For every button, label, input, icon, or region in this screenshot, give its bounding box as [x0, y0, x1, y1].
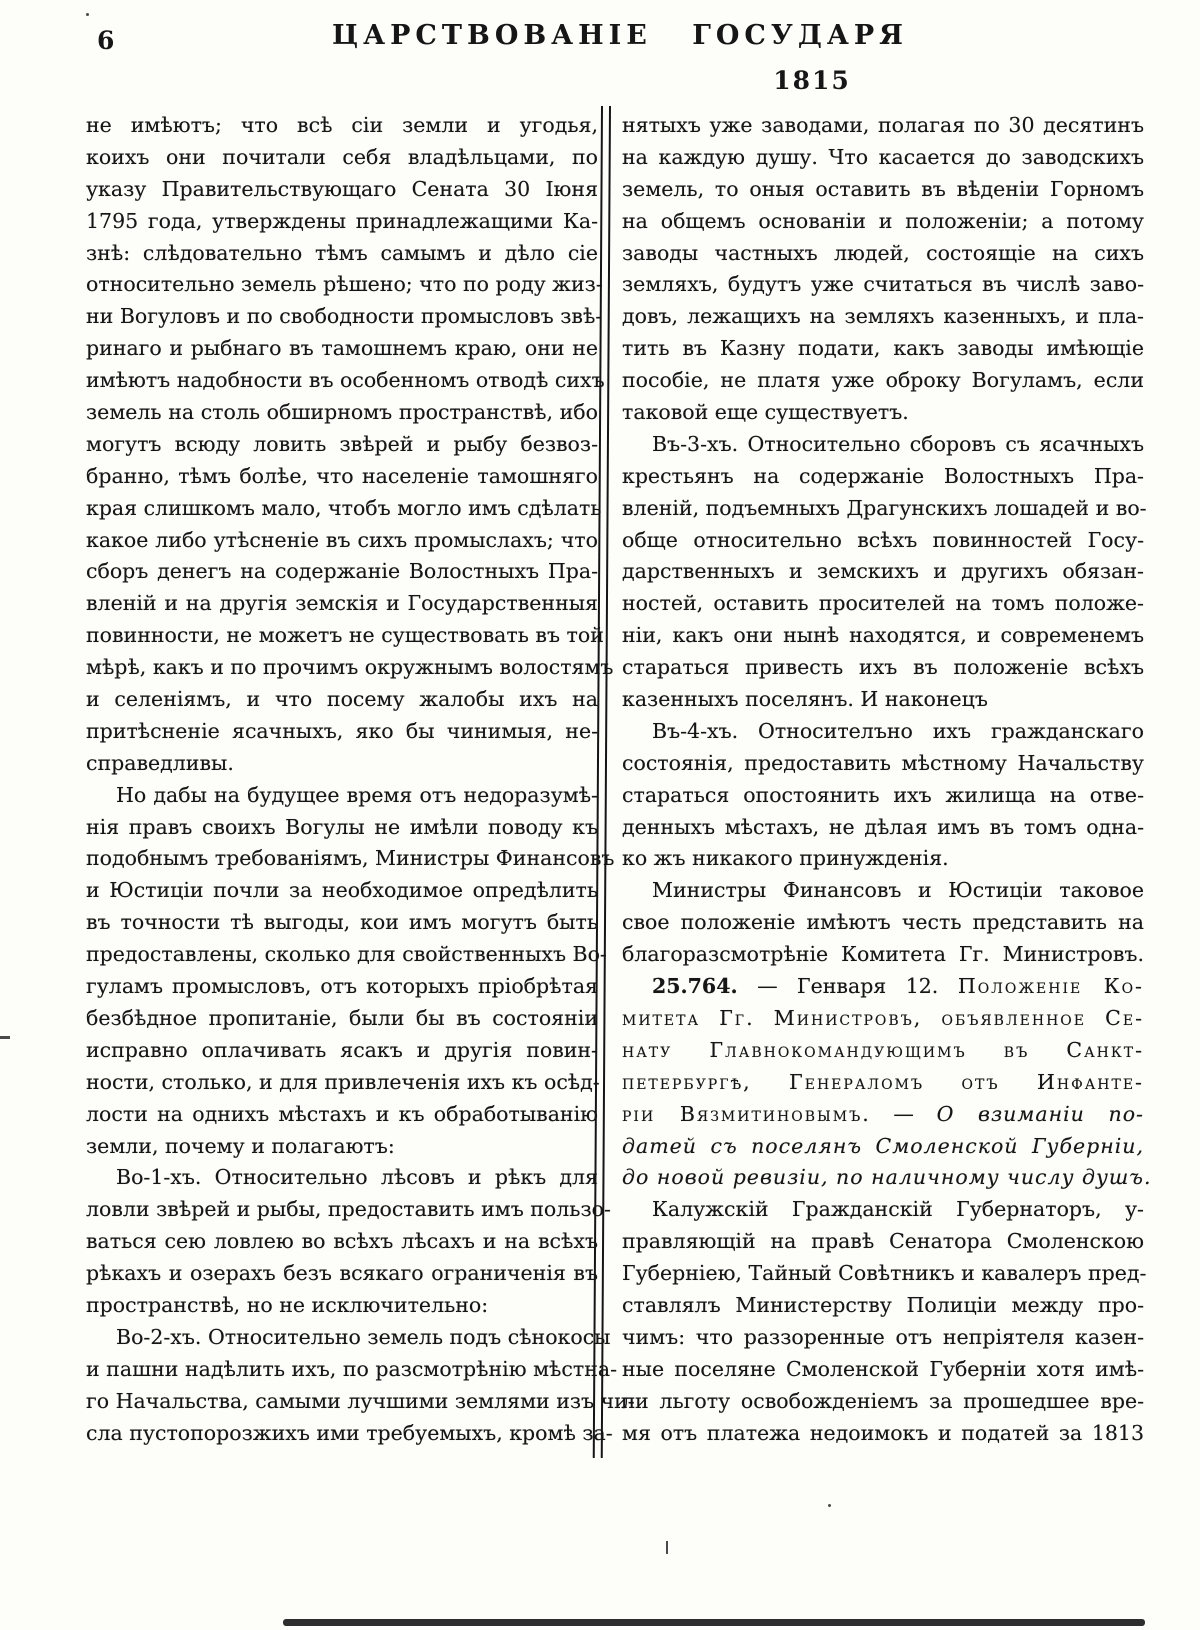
text-line: ніи, какъ они нынѣ находятся, и современемъ: [622, 623, 1144, 648]
text-segment-bold: 25.764.: [652, 974, 738, 999]
text-line: сла пустопорозжихъ ими требуемыхъ, кромѣ за-: [86, 1420, 613, 1445]
text-line: мя отъ платежа недоимокъ и податей за 1813: [622, 1420, 1144, 1445]
text-segment-caps: Положеніе Ко-: [957, 974, 1144, 999]
text-line: относительно земель рѣшено; что по роду жиз-: [86, 272, 603, 297]
text-line: довъ, лежащихъ на земляхъ казенныхъ, и пла-: [622, 304, 1144, 329]
text-line: [622, 1003, 1144, 1035]
text-line: таковой еще существуетъ.: [622, 400, 909, 425]
text-line: пособіе, не платя уже оброку Вогуламъ, если: [622, 368, 1144, 393]
text-line: Но дабы на будущее время отъ недоразумѣ-: [116, 782, 598, 807]
text-line: рѣкахъ и озерахъ безъ всякаго ограниченія въ: [86, 1261, 598, 1286]
text-line: коихъ они почитали себя владѣльцами, по: [86, 144, 598, 169]
paragraph: [86, 780, 615, 1163]
paragraph: [622, 971, 1152, 1194]
text-line: мѣрѣ, какъ и по прочимъ окружнымъ волостямъ: [86, 655, 614, 680]
text-line: не имѣютъ; что всѣ сіи земли и угодья,: [86, 113, 598, 137]
paragraph: [86, 1322, 635, 1450]
text-segment-italic: О взиманіи по-: [936, 1101, 1144, 1126]
paragraph: [622, 716, 1144, 875]
text-line: ли льготу освобожденіемъ за прошедшее вре-: [622, 1388, 1144, 1413]
text-line: на общемъ основаніи и положеніи; а потому: [622, 208, 1144, 233]
paragraph: [622, 875, 1144, 971]
text-line: заводы частныхъ людей, состоящіе на сихъ: [622, 240, 1144, 265]
paragraph: [622, 110, 1144, 429]
text-line: казенныхъ поселянъ. И наконецъ: [622, 687, 988, 712]
text-line: Въ-4-хъ. Относителъно ихъ гражданскаго: [652, 718, 1144, 743]
text-line: Во-1-хъ. Относительно лѣсовъ и рѣкъ для: [116, 1165, 598, 1190]
text-line: дарственныхъ и земскихъ и другихъ обязан-: [622, 559, 1144, 584]
text-line: нятыхъ уже заводами, полагая по 30 десятинъ: [622, 113, 1144, 137]
text-line: указу Правительствующаго Сената 30 Іюня: [86, 176, 598, 201]
page-number: 6: [97, 26, 115, 55]
text-line: ни Вогуловъ и по свободности промысловъ звѣ-: [86, 304, 603, 329]
text-line: вленій и на другія земскія и Государственныя: [86, 591, 598, 616]
text-line: обще относительно всѣхъ повинностей Госу-: [622, 527, 1144, 552]
text-line: и селеніямъ, и что посему жалобы ихъ на: [86, 687, 598, 712]
text-line: края слишкомъ мало, чтобъ могло имъ сдѣлать: [86, 495, 602, 520]
text-line: тить въ Казну подати, какъ заводы имѣющіе: [622, 336, 1144, 361]
text-line: сборъ денегъ на содержаніе Волостныхъ Пра-: [86, 559, 598, 584]
text-segment-caps: митета Гг. Министровъ, объявленное Се-: [622, 1005, 1144, 1030]
text-line: въ точности тѣ выгоды, кои имъ могутъ быть: [86, 910, 598, 935]
text-column-right: [622, 110, 1152, 1449]
text-line: могутъ всюду ловить звѣрей и рыбу безвоз-: [86, 431, 598, 456]
paragraph: [622, 1194, 1147, 1449]
text-line: крестьянъ на содержаніе Волостныхъ Пра-: [622, 463, 1144, 488]
text-segment: — Генваря 12.: [737, 974, 958, 999]
text-line: гуламъ промысловъ, отъ которыхъ пріобрѣтая: [86, 974, 598, 999]
text-line: ностей, оставить просителей на томъ положе-: [622, 591, 1144, 616]
text-line: свое положеніе имѣютъ честь представить на: [622, 910, 1144, 935]
text-line: предоставлены, сколько для свойственныхъ Во-: [86, 942, 607, 967]
text-line: Калужскій Гражданскій Губернаторъ, у-: [652, 1197, 1144, 1222]
text-line: земляхъ, будутъ уже считаться въ числѣ заво-: [622, 272, 1144, 297]
text-line: пространствѣ, но не исключительно:: [86, 1292, 489, 1317]
text-line: ставлялъ Министерству Полиціи между про-: [622, 1292, 1144, 1317]
text-line: денныхъ мѣстахъ, не дѣлая имъ въ томъ одна-: [622, 814, 1144, 839]
text-line: справедливы.: [86, 750, 234, 775]
paragraph: [86, 1162, 611, 1321]
text-line: притѣсненіе ясачныхъ, яко бы чинимыя, не-: [86, 718, 598, 743]
paragraph: [622, 429, 1147, 716]
text-line: ные поселяне Смоленской Губерніи хотя имѣ-: [622, 1356, 1144, 1381]
text-line: чимъ: что раззоренные отъ непріятеля казен-: [622, 1324, 1144, 1349]
running-header-year: 1815: [773, 66, 851, 95]
text-line: ваться сею ловлею во всѣхъ лѣсахъ и на всѣхъ: [86, 1229, 598, 1254]
text-line: 1795 года, утверждены принадлежащими Ка-: [86, 208, 598, 233]
running-header-title: ЦАРСТВОВАНІЕ ГОСУДАРЯ: [332, 20, 908, 51]
text-segment-italic: до новой ревизіи, по наличному числу душъ.: [622, 1165, 1152, 1190]
text-line: состоянія, предоставить мѣстному Начальству: [622, 750, 1144, 775]
text-line: нія правъ своихъ Вогулы не имѣли поводу къ: [86, 814, 598, 839]
text-line: [622, 1099, 1144, 1131]
text-column-left: [86, 110, 635, 1449]
text-line: стараться опостоянить ихъ жилища на отве-: [622, 782, 1144, 807]
text-line: земель на столь обширномъ пространствѣ, ибо: [86, 400, 598, 425]
text-line: [622, 1067, 1144, 1099]
text-segment-caps: петербургѣ, Генераломъ отъ Инфанте-: [622, 1069, 1144, 1094]
text-line: на каждую душу. Что касается до заводскихъ: [622, 144, 1144, 169]
text-line: и пашни надѣлить ихъ, по разсмотрѣнію мѣстна-: [86, 1356, 618, 1381]
text-line: земли, почему и полагаютъ:: [86, 1133, 395, 1158]
text-line: [622, 1162, 1152, 1194]
text-line: лости на однихъ мѣстахъ и къ обработыванію: [86, 1101, 598, 1126]
text-segment-caps: нату Главнокомандующимъ въ Санкт-: [622, 1037, 1144, 1062]
scan-speck: [666, 1541, 668, 1554]
text-line: [622, 1035, 1144, 1067]
text-segment: —: [870, 1101, 937, 1126]
text-line: Губерніею, Тайный Совѣтникъ и кавалеръ пред-: [622, 1261, 1147, 1286]
text-line: Министры Финансовъ и Юстиціи таковое: [652, 878, 1144, 903]
text-line: ности, столько, и для привлеченія ихъ къ осѣд-: [86, 1069, 600, 1094]
paragraph: [86, 110, 614, 780]
text-line: повинности, не можетъ не существовать въ той: [86, 623, 604, 648]
text-line: го Начальства, самыми лучшими землями изъ чи-: [86, 1388, 635, 1413]
text-line: ловли звѣрей и рыбы, предоставить имъ пользо-: [86, 1197, 611, 1222]
text-line: и Юстиціи почли за необходимое опредѣлить: [86, 878, 598, 903]
text-line: имѣютъ надобности въ особенномъ отводѣ сихъ: [86, 368, 605, 393]
scan-shadow-bar: [283, 1619, 1145, 1626]
text-line: ко жъ никакого принужденія.: [622, 846, 949, 871]
text-line: [622, 1131, 1144, 1163]
text-segment-caps: ріи Вязмитиновымъ.: [622, 1101, 871, 1126]
text-line: исправно оплачивать ясакъ и другія повин-: [86, 1037, 598, 1062]
text-line: [622, 971, 1144, 1003]
scan-speck: [86, 13, 89, 16]
text-line: вленій, подъемныхъ Драгунскихъ лошадей и во-: [622, 495, 1147, 520]
text-segment-italic: датей съ поселянъ Смоленской Губерніи,: [622, 1133, 1144, 1158]
text-line: земель, то оныя оставить въ вѣденіи Горномъ: [622, 176, 1144, 201]
text-line: безбѣдное пропитаніе, были бы въ состояніи: [86, 1005, 598, 1030]
text-line: стараться привесть ихъ въ положеніе всѣхъ: [622, 655, 1144, 680]
text-line: ринаго и рыбнаго въ тамошнемъ краю, они не: [86, 336, 598, 361]
scan-speck: [0, 1036, 10, 1039]
text-line: подобнымъ требованіямъ, Министры Финансовъ: [86, 846, 615, 871]
text-line: Во-2-хъ. Относительно земель подъ сѣнокосы: [116, 1324, 611, 1349]
text-line: Въ-3-хъ. Относительно сборовъ съ ясачныхъ: [652, 431, 1144, 456]
text-line: правляющій на правѣ Сенатора Смоленскою: [622, 1229, 1144, 1254]
text-line: какое либо утѣсненіе въ сихъ промыслахъ; что: [86, 527, 598, 552]
text-line: бранно, тѣмъ болѣе, что населеніе тамошняго: [86, 463, 598, 488]
text-line: благоразсмотрѣніе Комитета Гг. Министровъ.: [622, 942, 1144, 967]
scan-speck: [828, 1504, 831, 1507]
text-line: знѣ: слѣдовательно тѣмъ самымъ и дѣло сіе: [86, 240, 598, 265]
